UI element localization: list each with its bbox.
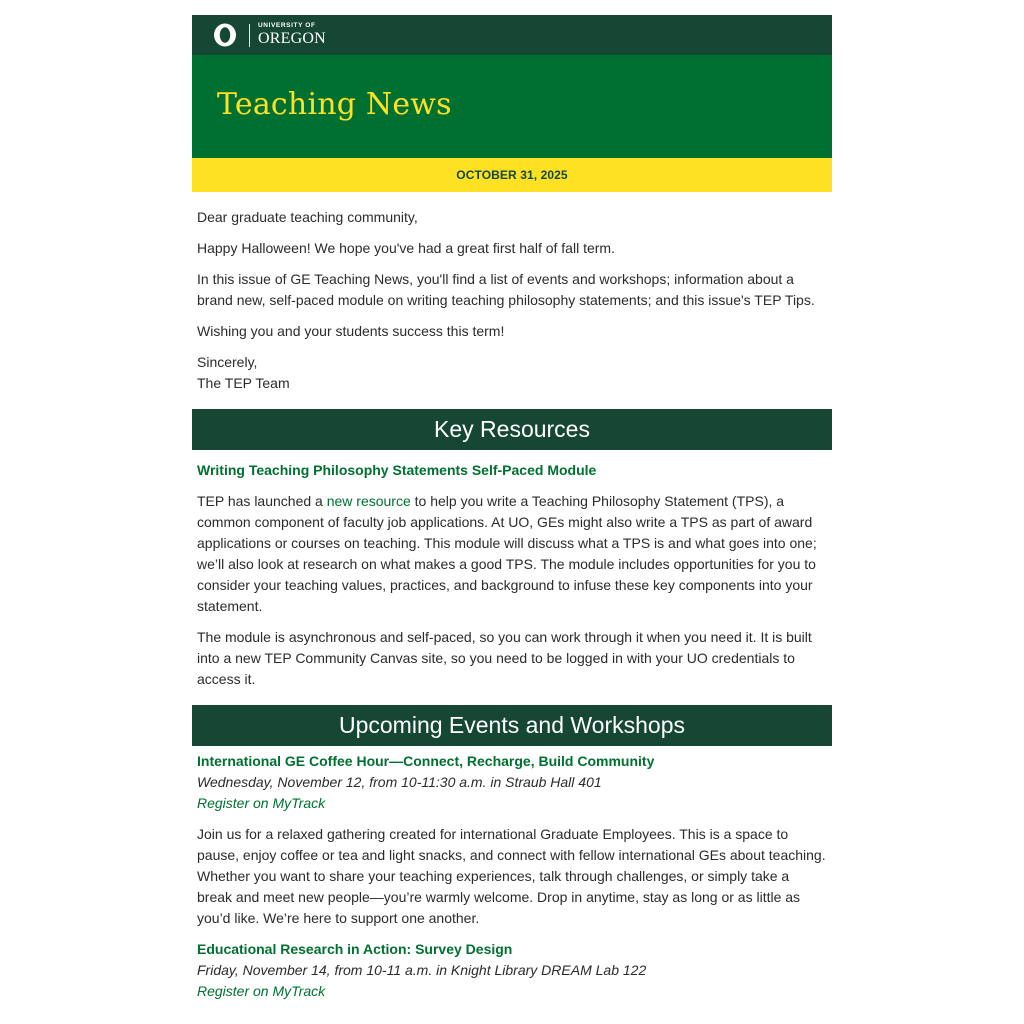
newsletter-title: Teaching News [217,87,452,122]
sign-off [197,352,827,394]
register-link[interactable]: Register on MyTrack [197,983,326,999]
event-when: Friday, November 14, from 10-11 a.m. in Knight Library DREAM Lab 122 [197,962,647,978]
key-resources-heading: Key Resources [192,409,832,450]
events-heading: Upcoming Events and Workshops [192,705,832,746]
resource-text-after: to help you write a Teaching Philosophy Statement (TPS), a common component of faculty job applications. At UO, GEs might also write a TPS as part of award applications or courses on teaching. This module will discuss what a TPS is and what goes into one; we’ll also look at research on what makes a good TPS. The module includes opportunities for you to consider your teaching values, practices, and background to infuse these key components into your statement. [197,493,817,614]
intro-paragraph: Wishing you and your students success this term! [197,323,505,339]
signature: The TEP Team [197,375,290,391]
intro-paragraph: Happy Halloween! We hope you've had a great first half of fall term. [197,240,615,256]
newsletter [192,15,832,1002]
resource-title: Writing Teaching Philosophy Statements Self-Paced Module [197,462,597,478]
logo-divider [249,24,250,47]
key-resources-section [192,450,832,690]
event-description: Join us for a relaxed gathering created for international Graduate Employees. This is a space to pause, enjoy coffee or tea and light snacks, and connect with fellow international GEs about teaching. Whether you want to share your teaching experiences, talk through challenges, or simply take a break and meet new people—you’re warmly welcome. Drop in anytime, stay as long or as little as you’d like. We’re here to support one another. [197,826,826,926]
logo-small-text: UNIVERSITY OF [258,22,316,30]
events-section [192,746,832,1002]
event-when: Wednesday, November 12, from 10-11:30 a.m. in Straub Hall 401 [197,774,602,790]
intro-section [192,192,832,394]
intro-paragraph: In this issue of GE Teaching News, you'll find a list of events and workshops; information about a brand new, self-paced module on writing teaching philosophy statements; and this issue's TEP Tips. [197,271,815,308]
resource-text-before: TEP has launched a [197,493,327,509]
logo-big-text: OREGON [258,29,326,47]
oregon-o-icon [213,23,237,47]
resource-paragraph: The module is asynchronous and self-paced, so you can work through it when you need it. It is built into a new TEP Community Canvas site, so you need to be logged in with your UO credentials to access it. [197,629,812,687]
title-banner [192,55,832,158]
event-title: Educational Research in Action: Survey Design [197,941,513,957]
issue-date: OCTOBER 31, 2025 [456,168,568,182]
event-item [197,939,827,1002]
greeting: Dear graduate teaching community, [197,209,418,225]
event-title: International GE Coffee Hour—Connect, Recharge, Build Community [197,753,655,769]
top-bar [192,15,832,55]
resource-paragraph [197,491,827,617]
logo-wordmark [258,23,326,47]
register-link[interactable]: Register on MyTrack [197,795,326,811]
closing: Sincerely, [197,354,258,370]
date-bar [192,158,832,192]
university-logo[interactable] [213,23,326,47]
new-resource-link[interactable]: new resource [326,493,411,509]
event-item [197,751,827,929]
